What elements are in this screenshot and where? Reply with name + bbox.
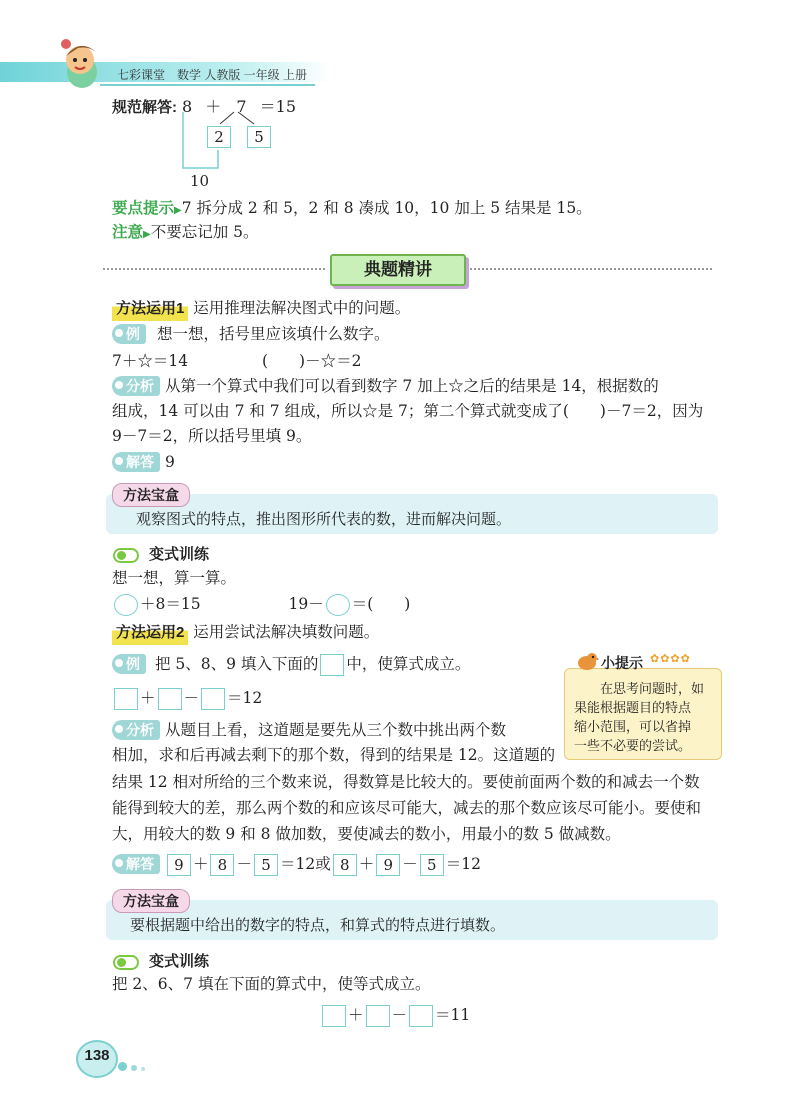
answer-tag: 解答	[112, 854, 160, 874]
minus-sign: －	[183, 689, 200, 707]
header-title: 七彩课堂 数学 人教版 一年级 上册	[117, 68, 308, 82]
answer-box: 9	[376, 854, 400, 876]
answer-tag: 解答	[112, 452, 160, 472]
method2-label: 方法运用2	[112, 621, 188, 645]
minus-sign: －	[402, 855, 418, 873]
example2-line	[112, 652, 470, 676]
eq-plus: ＋	[205, 97, 222, 116]
analysis1-text-3: 9－7＝2，所以括号里填 9。	[112, 427, 312, 445]
example2-eq	[112, 686, 262, 710]
key-tip-line	[112, 196, 592, 223]
bird-icon	[575, 650, 599, 676]
footer-dots	[118, 1056, 145, 1075]
analysis1-l1	[112, 374, 659, 398]
hint-title: 小提示	[601, 655, 643, 671]
eq-7: 7	[236, 97, 247, 116]
practice2-label: 变式训练	[149, 953, 210, 970]
answer-box: 9	[167, 854, 191, 876]
sum-10: 10	[190, 172, 210, 190]
eq-8: 8	[182, 97, 193, 116]
analysis2-text-2: 相加，求和后再减去剩下的那个数，得到的结果是 12。这道题的	[112, 746, 556, 764]
analysis2-l1	[112, 718, 506, 742]
note-label: 注意	[112, 224, 144, 241]
blank-box[interactable]	[114, 688, 138, 710]
header-line	[100, 84, 315, 86]
minus-sign: －	[391, 1006, 408, 1024]
example1-line	[112, 322, 389, 346]
analysis2-text-1: 从题目上看，这道题是要先从三个数中挑出两个数	[164, 721, 506, 739]
section-title: 典题精讲	[330, 254, 466, 286]
hint-line-1: 在思考问题时，如	[600, 682, 705, 697]
answer1-value: 9	[164, 453, 175, 471]
section-divider-right	[470, 268, 712, 270]
analysis2-text-5: 大，用较大的数 9 和 8 做加数，要使减去的数小，用最小的数 5 做减数。	[112, 825, 621, 843]
blank-box[interactable]	[158, 688, 182, 710]
hint-text	[574, 680, 704, 756]
method-box-2-label: 方法宝盒	[112, 889, 190, 913]
plus-sign: ＋	[140, 689, 156, 707]
blank-box[interactable]	[366, 1005, 390, 1027]
blank-box	[320, 654, 344, 676]
hint-line-3: 缩小范围，可以省掉	[574, 720, 692, 735]
analysis-tag: 分析	[112, 376, 160, 396]
solution-label: 规范解答:	[112, 99, 177, 116]
example1-eq2: ( )－☆＝2	[262, 352, 362, 370]
or-text: 或	[315, 855, 331, 873]
practice1-eqs	[112, 592, 410, 616]
eq-result: ＝15	[259, 97, 297, 116]
example-tag: 例	[112, 324, 146, 344]
page-number: 138	[84, 1047, 110, 1064]
note-text: 不要忘记加 5。	[150, 223, 259, 241]
plus-sign: ＋	[192, 855, 209, 873]
answer-circle[interactable]	[326, 594, 350, 616]
blank-box[interactable]	[409, 1005, 433, 1027]
method2-line	[112, 620, 379, 645]
example1-text: 想一想，括号里应该填什么数字。	[156, 325, 390, 343]
practice2-eq	[320, 1003, 470, 1027]
blank-box[interactable]	[201, 688, 225, 710]
eq-result: ＝11	[435, 1006, 471, 1024]
example2-text-b: 中，使算式成立。	[346, 655, 471, 673]
minus-sign: －	[236, 855, 252, 873]
method1-text: 运用推理法解决图式中的问题。	[193, 299, 411, 317]
eq-result: ＝12	[227, 689, 263, 707]
practice1-eq1: ＋8＝15	[140, 595, 201, 613]
method-box-2-text: 要根据题中给出的数字的特点，和算式的特点进行填数。	[130, 916, 506, 934]
plus-sign: ＋	[348, 1006, 364, 1024]
flower-icons: ✿✿✿✿	[650, 652, 691, 665]
blank-box[interactable]	[322, 1005, 346, 1027]
practice1-eq2b: ＝( )	[351, 595, 411, 613]
plus-sign: ＋	[358, 855, 375, 873]
answer2-line	[112, 852, 481, 876]
triangle-icon: ▶	[174, 205, 182, 216]
method1-label: 方法运用1	[112, 297, 188, 321]
eye-icon	[113, 955, 139, 970]
practice1-eq2a: 19－	[288, 595, 324, 613]
split-box-2: 2	[207, 126, 231, 148]
answer-box: 8	[210, 854, 234, 876]
answer-box: 5	[254, 854, 278, 876]
key-tip-text: 7 拆分成 2 和 5，2 和 8 凑成 10，10 加上 5 结果是 15。	[181, 199, 592, 217]
practice1-text: 想一想，算一算。	[112, 569, 237, 587]
method2-text: 运用尝试法解决填数问题。	[193, 623, 380, 641]
hint-line-2: 果能根据题目的特点	[574, 701, 692, 716]
method1-line	[112, 296, 410, 321]
eq-result: ＝12	[445, 855, 481, 873]
answer-circle[interactable]	[114, 594, 138, 616]
example1-eq1: 7＋☆＝14	[112, 352, 189, 370]
answer-box: 8	[333, 854, 357, 876]
answer1-line	[112, 450, 175, 474]
analysis2-text-3: 结果 12 相对所给的三个数来说，得数算是比较大的。要使前面两个数的和减去一个数	[112, 773, 700, 791]
key-tip-label: 要点提示	[112, 200, 175, 217]
analysis2-text-4: 能得到较大的差，那么两个数的和应该尽可能大，减去的那个数应该尽可能小。要使和	[112, 799, 702, 817]
split-box-5: 5	[247, 126, 271, 148]
hint-line-4: 一些不必要的尝试。	[574, 739, 692, 754]
analysis-tag: 分析	[112, 720, 160, 740]
practice1-header	[113, 543, 209, 564]
note-line	[112, 220, 259, 247]
section-divider-left	[103, 268, 325, 270]
example2-text-a: 把 5、8、9 填入下面的	[154, 655, 319, 673]
eq-result: ＝12	[279, 855, 316, 873]
practice2-text: 把 2、6、7 填在下面的算式中，使等式成立。	[112, 975, 431, 993]
method-box-1-text: 观察图式的特点，推出图形所代表的数，进而解决问题。	[136, 510, 512, 528]
example-tag: 例	[112, 654, 146, 674]
analysis1-text-1: 从第一个算式中我们可以看到数字 7 加上☆之后的结果是 14，根据数的	[164, 377, 659, 395]
practice2-header	[113, 950, 209, 971]
triangle-icon: ▶	[143, 229, 151, 240]
method-box-1-label: 方法宝盒	[112, 483, 190, 507]
mascot-icon	[58, 38, 104, 90]
practice1-label: 变式训练	[149, 546, 210, 563]
analysis1-text-2: 组成，14 可以由 7 和 7 组成，所以☆是 7；第二个算式就变成了( )－7＝2，因为	[112, 402, 704, 420]
eye-icon	[113, 548, 139, 563]
answer-box: 5	[420, 854, 444, 876]
